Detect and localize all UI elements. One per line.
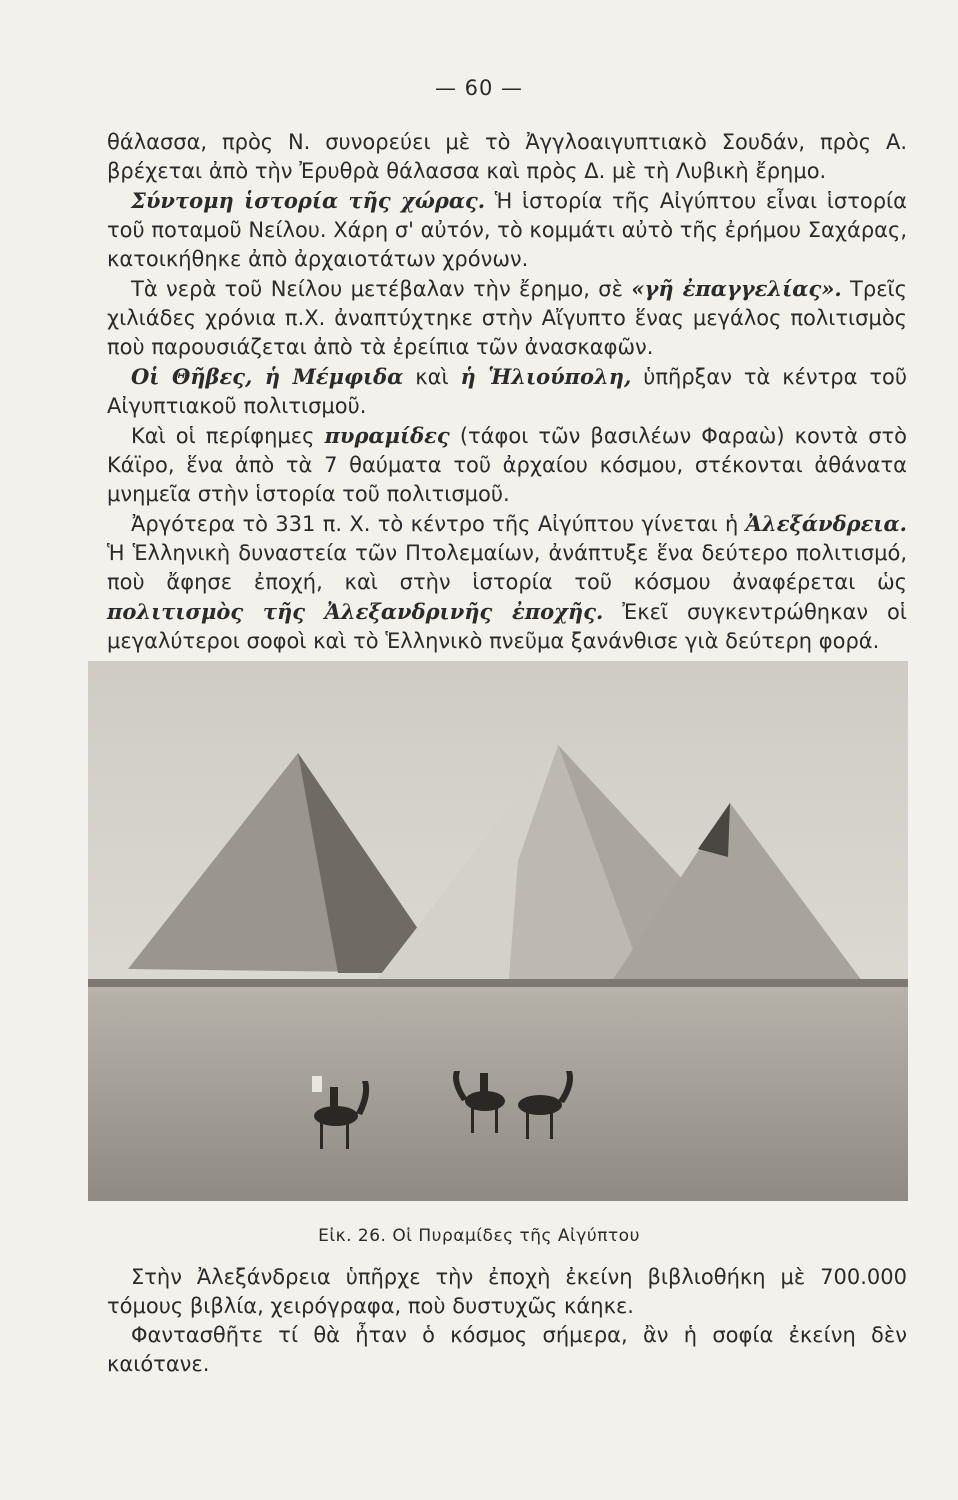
closing-text	[107, 1263, 907, 1379]
paragraph-4-text-1: καὶ	[403, 365, 461, 389]
page-number: — 60 —	[434, 76, 524, 100]
paragraph-8: Φαντασθῆτε τί θὰ ἦταν ὁ κόσμος σήμερα, ἂν ἡ σοφία ἐκείνη δὲν καιότανε.	[107, 1323, 907, 1376]
paragraph-4	[107, 362, 907, 421]
paragraph-7: Στὴν Ἀλεξάνδρεια ὑπῆρχε τὴν ἐποχὴ ἐκείνη βιβλιοθήκη μὲ 700.000 τόμους βιβλία, χειρόγραφα, ποὺ δυστυχῶς κάηκε.	[107, 1265, 907, 1318]
pyramids-illustration	[88, 661, 908, 1201]
pyramids-photo	[88, 661, 908, 1201]
paragraph-6-text-3: Ἐκεῖ συγκεντρώθηκαν οἱ μεγαλύτεροι σοφοὶ καὶ τὸ Ἑλληνικὸ πνεῦμα ξανάνθισε γιὰ δεύτερη φορά.	[107, 600, 907, 653]
paragraph-2	[107, 186, 907, 274]
paragraph-1: θάλασσα, πρὸς Ν. συνορεύει μὲ τὸ Ἀγγλοαιγυπτιακὸ Σουδάν, πρὸς Α. βρέχεται ἀπὸ τὴν Ἐρυθρὰ θάλασσα καὶ πρὸς Δ. μὲ τὴ Λυβικὴ ἔρημο.	[107, 130, 907, 183]
paragraph-3-text-2: Τρεῖς χιλιάδες χρόνια π.Χ. ἀναπτύχτηκε στὴν Αἴγυπτο ἕνας μεγάλος πολιτισμὸς ποὺ παρουσιάζεται ἀπὸ τὰ ἐρείπια τῶν ἀνασκαφῶν.	[107, 277, 907, 359]
cities-term-1: Οἱ Θῆβες, ἡ Μέμφιδα	[131, 364, 404, 389]
cities-term-2: ἡ Ἡλιούπολη,	[460, 364, 632, 389]
figure-caption: Εἰκ. 26. Οἱ Πυραμίδες τῆς Αἰγύπτου	[318, 1226, 640, 1246]
paragraph-4-text-2: ὑπῆρξαν τὰ κέντρα τοῦ Αἰγυπτιακοῦ πολιτισμοῦ.	[107, 365, 907, 418]
paragraph-3	[107, 274, 907, 362]
paragraph-2-text: Ἡ ἱστορία τῆς Αἰγύπτου εἶναι ἱστορία τοῦ ποταμοῦ Νείλου. Χάρη σ' αὐτόν, τὸ κομμάτι αὐτὸ τῆς ἐρήμου Σαχάρας, κατοικήθηκε ἀπὸ ἀρχαιοτάτων χρόνων.	[107, 189, 908, 271]
alexandrian-civilization-term: πολιτισμὸς τῆς Ἀλεξανδρινῆς ἐποχῆς.	[107, 599, 604, 624]
main-text	[107, 128, 907, 656]
paragraph-6-text-1: Ἀργότερα τὸ 331 π. Χ. τὸ κέντρο τῆς Αἰγύπτου γίνεται ἡ	[131, 512, 746, 536]
paragraph-5-text-2: (τάφοι τῶν βασιλέων Φαραὼ) κοντὰ στὸ Κάϊρο, ἕνα ἀπὸ τὰ 7 θαύματα τοῦ ἀρχαίου κόσμου, στέκονται ἀθάνατα μνημεῖα στὴν ἱστορία τοῦ πολιτισμοῦ.	[107, 424, 907, 506]
pyramids-term: πυραμίδες	[324, 423, 450, 448]
paragraph-3-text: Τὰ νερὰ τοῦ Νείλου μετέβαλαν τὴν ἔρημο, σὲ	[131, 277, 632, 301]
promised-land-term: «γῆ ἐπαγγελίας».	[631, 276, 842, 301]
section-heading: Σύντομη ἱστορία τῆς χώρας.	[131, 188, 486, 213]
paragraph-5	[107, 421, 907, 509]
alexandria-term: Ἀλεξάνδρεια.	[745, 511, 907, 536]
paragraph-6-text-2: Ἡ Ἑλληνικὴ δυναστεία τῶν Πτολεμαίων, ἀνάπτυξε ἕνα δεύτερο πολιτισμό, ποὺ ἄφησε ἐποχή, καὶ στὴν ἱστορία τοῦ κόσμου ἀναφέρεται ὡς	[107, 541, 907, 594]
paragraph-5-text-1: Καὶ οἱ περίφημες	[131, 424, 325, 448]
paragraph-6	[107, 509, 907, 656]
